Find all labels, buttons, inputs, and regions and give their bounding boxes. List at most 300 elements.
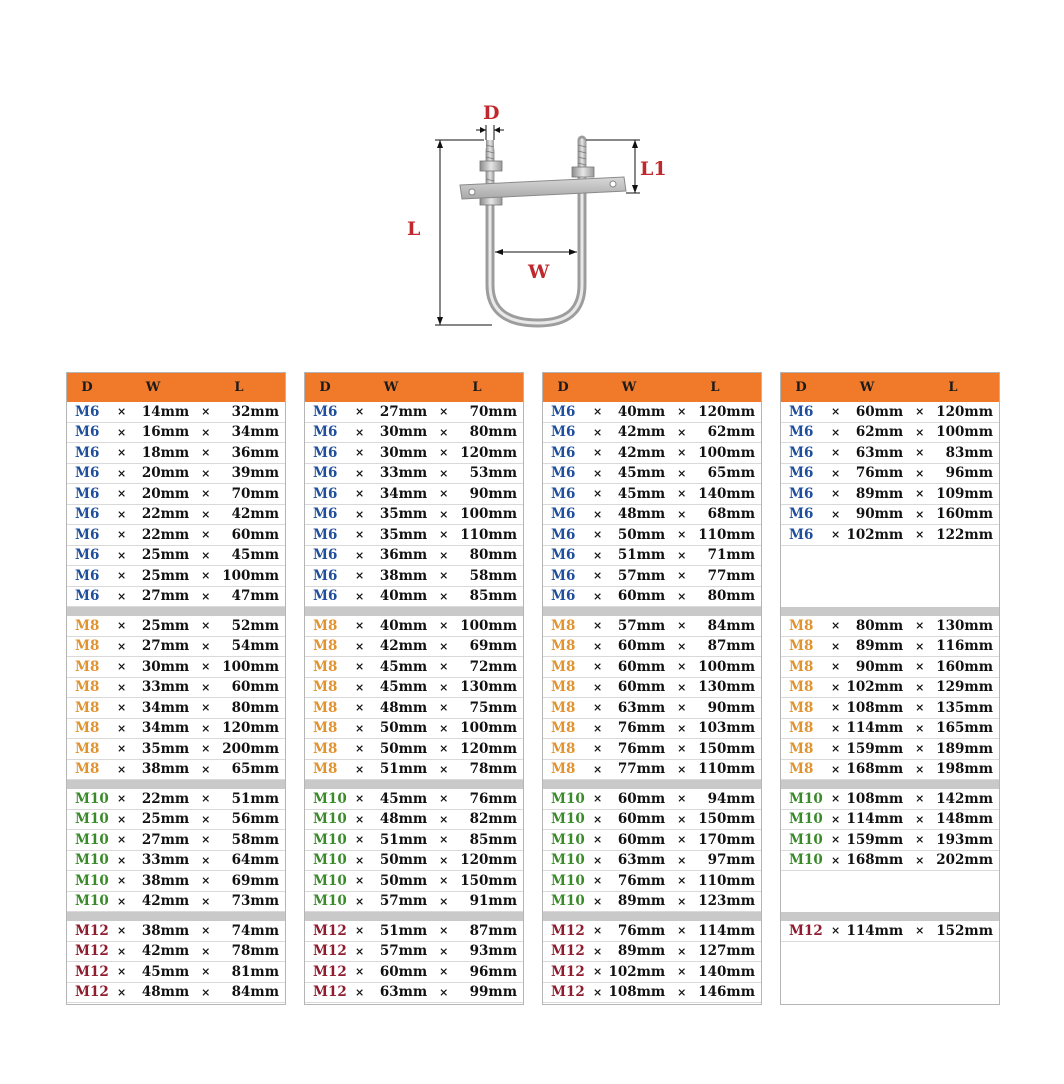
times-sign: × <box>677 639 687 653</box>
times-sign: × <box>593 985 603 999</box>
thread-size: M8 <box>75 617 100 634</box>
times-sign: × <box>117 894 127 908</box>
length-value: 80mm <box>707 588 755 605</box>
size-table-column-1 <box>66 372 286 1005</box>
thread-size: M6 <box>313 485 338 502</box>
times-sign: × <box>201 425 211 439</box>
times-sign: × <box>677 660 687 674</box>
table-row <box>543 484 761 505</box>
table-row <box>305 739 523 760</box>
size-group-m8 <box>781 607 999 780</box>
thread-size: M8 <box>313 740 338 757</box>
width-value: 25mm <box>141 567 190 584</box>
times-sign: × <box>201 589 211 603</box>
times-sign: × <box>677 466 687 480</box>
length-value: 90mm <box>707 699 755 716</box>
thread-size: M10 <box>75 790 109 807</box>
times-sign: × <box>201 985 211 999</box>
times-sign: × <box>201 701 211 715</box>
times-sign: × <box>201 792 211 806</box>
thread-size: M6 <box>313 547 338 564</box>
thread-size: M12 <box>551 943 585 960</box>
width-value: 90mm <box>855 506 904 523</box>
thread-size: M8 <box>313 720 338 737</box>
table-row <box>543 851 761 872</box>
times-sign: × <box>831 924 841 938</box>
length-value: 100mm <box>222 567 279 584</box>
length-value: 193mm <box>936 831 993 848</box>
table-row <box>543 587 761 608</box>
thread-size: M10 <box>551 790 585 807</box>
width-value: 57mm <box>617 617 666 634</box>
times-sign: × <box>593 924 603 938</box>
width-value: 22mm <box>141 790 190 807</box>
length-value: 60mm <box>231 679 279 696</box>
times-sign: × <box>593 762 603 776</box>
times-sign: × <box>677 507 687 521</box>
times-sign: × <box>439 742 449 756</box>
table-row <box>781 698 999 719</box>
times-sign: × <box>439 466 449 480</box>
size-table-column-3 <box>542 372 762 1005</box>
length-value: 47mm <box>231 588 279 605</box>
table-row <box>781 464 999 485</box>
times-sign: × <box>831 487 841 501</box>
times-sign: × <box>117 548 127 562</box>
thread-size: M6 <box>313 465 338 482</box>
length-value: 142mm <box>936 790 993 807</box>
table-row <box>67 871 285 892</box>
thread-size: M12 <box>75 922 109 939</box>
times-sign: × <box>915 660 925 674</box>
header-d: D <box>319 380 331 395</box>
width-value: 48mm <box>379 699 428 716</box>
table-row <box>543 464 761 485</box>
thread-size: M6 <box>551 465 576 482</box>
times-sign: × <box>915 812 925 826</box>
times-sign: × <box>117 405 127 419</box>
length-value: 110mm <box>698 872 755 889</box>
times-sign: × <box>831 446 841 460</box>
times-sign: × <box>831 833 841 847</box>
table-row <box>305 851 523 872</box>
width-value: 57mm <box>617 567 666 584</box>
times-sign: × <box>355 742 365 756</box>
times-sign: × <box>831 792 841 806</box>
width-value: 48mm <box>379 811 428 828</box>
length-value: 72mm <box>469 658 517 675</box>
length-value: 91mm <box>469 893 517 910</box>
width-value: 34mm <box>379 485 428 502</box>
times-sign: × <box>915 701 925 715</box>
table-row <box>305 892 523 913</box>
length-value: 54mm <box>231 638 279 655</box>
size-group-m10 <box>67 780 285 912</box>
length-value: 140mm <box>698 485 755 502</box>
times-sign: × <box>677 924 687 938</box>
length-value: 78mm <box>469 761 517 778</box>
thread-size: M6 <box>551 506 576 523</box>
width-value: 90mm <box>855 658 904 675</box>
table-row <box>67 921 285 942</box>
width-value: 42mm <box>379 638 428 655</box>
times-sign: × <box>439 833 449 847</box>
length-value: 130mm <box>936 617 993 634</box>
thread-size: M10 <box>313 790 347 807</box>
length-value: 189mm <box>936 740 993 757</box>
thread-size: M6 <box>75 485 100 502</box>
table-row <box>67 851 285 872</box>
width-value: 76mm <box>855 465 904 482</box>
table-row <box>67 942 285 963</box>
times-sign: × <box>201 762 211 776</box>
thread-size: M12 <box>75 963 109 980</box>
times-sign: × <box>831 660 841 674</box>
times-sign: × <box>117 965 127 979</box>
table-row <box>543 637 761 658</box>
table-header <box>305 373 523 402</box>
times-sign: × <box>677 894 687 908</box>
times-sign: × <box>117 589 127 603</box>
size-table-column-2 <box>304 372 524 1005</box>
table-row <box>67 719 285 740</box>
times-sign: × <box>677 446 687 460</box>
times-sign: × <box>201 833 211 847</box>
table-row <box>305 871 523 892</box>
times-sign: × <box>831 853 841 867</box>
times-sign: × <box>355 762 365 776</box>
thread-size: M10 <box>313 872 347 889</box>
thread-size: M12 <box>313 963 347 980</box>
times-sign: × <box>355 894 365 908</box>
size-group-m12 <box>781 912 999 1003</box>
width-value: 40mm <box>379 588 428 605</box>
width-value: 60mm <box>617 588 666 605</box>
empty-row <box>781 566 999 587</box>
thread-size: M8 <box>551 740 576 757</box>
width-value: 76mm <box>617 872 666 889</box>
size-group-m10 <box>543 780 761 912</box>
times-sign: × <box>677 619 687 633</box>
times-sign: × <box>593 405 603 419</box>
width-value: 50mm <box>617 526 666 543</box>
thread-size: M8 <box>551 699 576 716</box>
header-d: D <box>81 380 93 395</box>
length-value: 65mm <box>707 465 755 482</box>
thread-size: M8 <box>551 617 576 634</box>
times-sign: × <box>593 965 603 979</box>
thread-size: M10 <box>75 872 109 889</box>
times-sign: × <box>593 446 603 460</box>
times-sign: × <box>915 507 925 521</box>
nut <box>572 167 594 177</box>
length-value: 130mm <box>460 679 517 696</box>
table-row <box>67 464 285 485</box>
times-sign: × <box>677 792 687 806</box>
width-value: 50mm <box>379 720 428 737</box>
times-sign: × <box>677 812 687 826</box>
table-row <box>781 719 999 740</box>
times-sign: × <box>831 466 841 480</box>
times-sign: × <box>439 569 449 583</box>
times-sign: × <box>355 466 365 480</box>
table-row <box>543 942 761 963</box>
length-value: 96mm <box>945 465 993 482</box>
thread-size: M6 <box>551 424 576 441</box>
times-sign: × <box>439 507 449 521</box>
table-row <box>305 423 523 444</box>
table-row <box>67 443 285 464</box>
table-row <box>67 698 285 719</box>
length-value: 165mm <box>936 720 993 737</box>
table-row <box>305 566 523 587</box>
thread-size: M6 <box>789 506 814 523</box>
thread-size: M6 <box>75 547 100 564</box>
width-value: 18mm <box>141 444 190 461</box>
length-value: 80mm <box>231 699 279 716</box>
thread-size: M6 <box>313 567 338 584</box>
table-row <box>781 678 999 699</box>
length-value: 60mm <box>231 526 279 543</box>
table-row <box>305 760 523 781</box>
times-sign: × <box>831 762 841 776</box>
table-header <box>543 373 761 402</box>
table-row <box>67 810 285 831</box>
thread-size: M10 <box>313 831 347 848</box>
width-value: 60mm <box>617 658 666 675</box>
thread-size: M10 <box>75 811 109 828</box>
table-row <box>543 760 761 781</box>
width-value: 63mm <box>855 444 904 461</box>
length-value: 148mm <box>936 811 993 828</box>
header-d: D <box>795 380 807 395</box>
length-value: 78mm <box>231 943 279 960</box>
width-value: 38mm <box>379 567 428 584</box>
thread-size: M10 <box>313 811 347 828</box>
times-sign: × <box>439 446 449 460</box>
length-value: 77mm <box>707 567 755 584</box>
times-sign: × <box>439 965 449 979</box>
thread-size: M8 <box>75 658 100 675</box>
times-sign: × <box>677 965 687 979</box>
times-sign: × <box>593 660 603 674</box>
times-sign: × <box>201 924 211 938</box>
width-value: 159mm <box>846 740 904 757</box>
times-sign: × <box>593 853 603 867</box>
length-value: 100mm <box>460 720 517 737</box>
width-value: 45mm <box>141 963 190 980</box>
times-sign: × <box>677 680 687 694</box>
table-row <box>781 851 999 872</box>
times-sign: × <box>201 894 211 908</box>
length-value: 87mm <box>707 638 755 655</box>
length-value: 140mm <box>698 963 755 980</box>
thread-size: M8 <box>313 761 338 778</box>
table-row <box>305 678 523 699</box>
table-row <box>67 587 285 608</box>
times-sign: × <box>915 446 925 460</box>
times-sign: × <box>201 639 211 653</box>
length-value: 150mm <box>460 872 517 889</box>
thread-size: M10 <box>551 831 585 848</box>
length-value: 36mm <box>231 444 279 461</box>
length-value: 75mm <box>469 699 517 716</box>
width-value: 60mm <box>617 679 666 696</box>
thread-size: M8 <box>75 761 100 778</box>
thread-size: M12 <box>75 984 109 1001</box>
table-row <box>305 587 523 608</box>
times-sign: × <box>117 762 127 776</box>
w-label: W <box>528 261 550 283</box>
thread-size: M6 <box>789 424 814 441</box>
thread-size: M6 <box>313 588 338 605</box>
width-value: 89mm <box>855 638 904 655</box>
width-value: 60mm <box>617 790 666 807</box>
table-row <box>305 719 523 740</box>
times-sign: × <box>831 639 841 653</box>
table-row <box>543 962 761 983</box>
thread-size: M8 <box>789 720 814 737</box>
times-sign: × <box>355 792 365 806</box>
times-sign: × <box>831 405 841 419</box>
width-value: 51mm <box>379 922 428 939</box>
times-sign: × <box>117 425 127 439</box>
length-value: 84mm <box>707 617 755 634</box>
table-row <box>305 525 523 546</box>
table-row <box>305 810 523 831</box>
thread-size: M6 <box>789 465 814 482</box>
width-value: 33mm <box>141 679 190 696</box>
thread-size: M8 <box>789 740 814 757</box>
thread-size: M6 <box>551 526 576 543</box>
times-sign: × <box>593 721 603 735</box>
width-value: 27mm <box>141 588 190 605</box>
times-sign: × <box>355 944 365 958</box>
times-sign: × <box>117 812 127 826</box>
length-value: 120mm <box>460 852 517 869</box>
table-row <box>67 566 285 587</box>
thread-size: M6 <box>75 567 100 584</box>
times-sign: × <box>201 853 211 867</box>
thread-size: M8 <box>75 720 100 737</box>
length-value: 127mm <box>698 943 755 960</box>
times-sign: × <box>201 446 211 460</box>
width-value: 89mm <box>855 485 904 502</box>
thread-size: M8 <box>789 617 814 634</box>
length-value: 135mm <box>936 699 993 716</box>
thread-size: M8 <box>789 658 814 675</box>
length-value: 68mm <box>707 506 755 523</box>
width-value: 48mm <box>617 506 666 523</box>
length-value: 45mm <box>231 547 279 564</box>
times-sign: × <box>439 589 449 603</box>
table-header <box>67 373 285 402</box>
times-sign: × <box>831 680 841 694</box>
length-value: 120mm <box>936 403 993 420</box>
thread-size: M8 <box>551 761 576 778</box>
length-value: 39mm <box>231 465 279 482</box>
table-row <box>67 423 285 444</box>
thread-size: M10 <box>551 872 585 889</box>
times-sign: × <box>677 425 687 439</box>
length-value: 73mm <box>231 893 279 910</box>
width-value: 22mm <box>141 526 190 543</box>
times-sign: × <box>677 721 687 735</box>
length-value: 109mm <box>936 485 993 502</box>
length-value: 100mm <box>460 506 517 523</box>
width-value: 108mm <box>846 699 904 716</box>
length-value: 200mm <box>222 740 279 757</box>
length-value: 82mm <box>469 811 517 828</box>
length-value: 100mm <box>222 658 279 675</box>
table-row <box>305 698 523 719</box>
table-row <box>543 789 761 810</box>
thread-size: M6 <box>313 526 338 543</box>
length-value: 42mm <box>231 506 279 523</box>
thread-size: M6 <box>551 444 576 461</box>
thread-size: M10 <box>789 831 823 848</box>
table-row <box>67 657 285 678</box>
table-row <box>543 698 761 719</box>
table-row <box>67 484 285 505</box>
length-value: 129mm <box>936 679 993 696</box>
thread-size: M12 <box>551 922 585 939</box>
table-row <box>781 657 999 678</box>
length-value: 74mm <box>231 922 279 939</box>
times-sign: × <box>355 639 365 653</box>
times-sign: × <box>677 853 687 867</box>
width-value: 57mm <box>379 893 428 910</box>
table-row <box>543 983 761 1004</box>
times-sign: × <box>355 965 365 979</box>
thread-size: M6 <box>551 547 576 564</box>
times-sign: × <box>117 742 127 756</box>
length-value: 93mm <box>469 943 517 960</box>
times-sign: × <box>117 792 127 806</box>
times-sign: × <box>355 853 365 867</box>
length-value: 84mm <box>231 984 279 1001</box>
length-value: 99mm <box>469 984 517 1001</box>
table-row <box>305 921 523 942</box>
l1-label: L1 <box>640 158 667 180</box>
times-sign: × <box>915 619 925 633</box>
table-row <box>67 892 285 913</box>
table-row <box>543 566 761 587</box>
size-group-m8 <box>305 607 523 780</box>
times-sign: × <box>117 507 127 521</box>
times-sign: × <box>117 487 127 501</box>
thread-size: M8 <box>551 720 576 737</box>
times-sign: × <box>439 924 449 938</box>
thread-size: M6 <box>551 567 576 584</box>
width-value: 35mm <box>379 506 428 523</box>
thread-size: M8 <box>551 679 576 696</box>
width-value: 25mm <box>141 547 190 564</box>
thread-size: M10 <box>551 893 585 910</box>
times-sign: × <box>201 874 211 888</box>
thread-size: M10 <box>313 893 347 910</box>
thread-size: M6 <box>313 424 338 441</box>
times-sign: × <box>677 405 687 419</box>
times-sign: × <box>831 619 841 633</box>
times-sign: × <box>117 944 127 958</box>
thread-size: M10 <box>789 790 823 807</box>
length-value: 160mm <box>936 506 993 523</box>
length-value: 100mm <box>936 424 993 441</box>
length-value: 80mm <box>469 424 517 441</box>
size-table-column-4 <box>780 372 1000 1005</box>
times-sign: × <box>439 985 449 999</box>
